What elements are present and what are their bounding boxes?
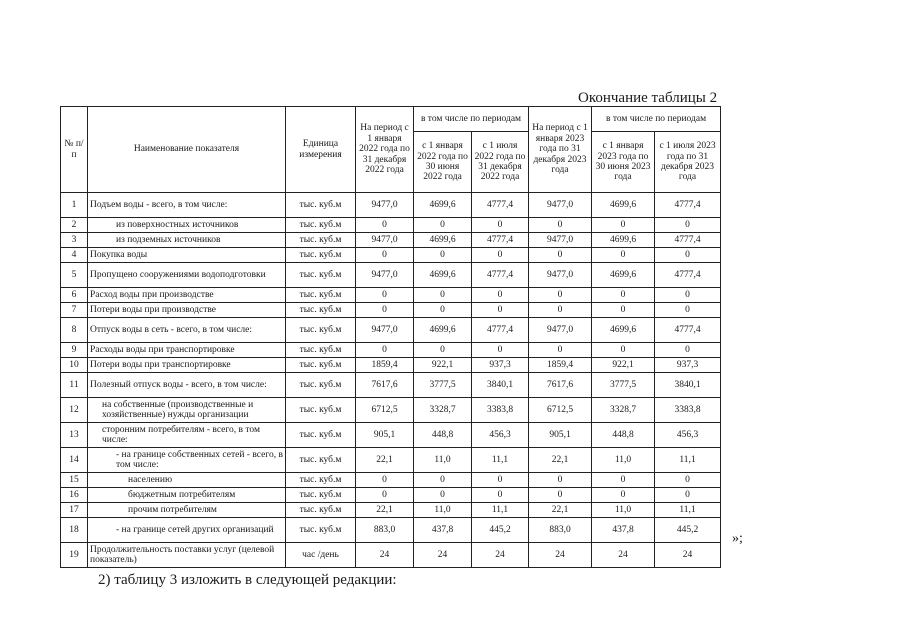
row-value: 4777,4	[472, 318, 529, 343]
row-value: 3777,5	[592, 373, 655, 398]
table-row	[61, 288, 721, 303]
row-value: 9477,0	[356, 193, 414, 218]
row-value: 9477,0	[529, 233, 592, 248]
row-name: Покупка воды	[88, 248, 286, 263]
table-row	[61, 398, 721, 423]
row-value: 0	[529, 303, 592, 318]
row-value: 9477,0	[529, 318, 592, 343]
row-value: 0	[592, 343, 655, 358]
row-name: Расходы воды при транспортировке	[88, 343, 286, 358]
row-value: 6712,5	[529, 398, 592, 423]
row-value: 0	[472, 218, 529, 233]
header-unit: Единица измерения	[286, 107, 356, 193]
header-2022-h1: с 1 января 2022 года по 30 июня 2022 года	[414, 132, 472, 193]
row-number: 4	[61, 248, 88, 263]
row-value: 937,3	[472, 358, 529, 373]
row-number: 3	[61, 233, 88, 248]
row-unit: тыс. куб.м	[286, 218, 356, 233]
row-number: 16	[61, 488, 88, 503]
row-value: 0	[529, 343, 592, 358]
row-value: 0	[655, 303, 721, 318]
row-value: 1859,4	[356, 358, 414, 373]
row-name: на собственные (производственные и хозяйственные) нужды организации	[88, 398, 286, 423]
row-number: 15	[61, 473, 88, 488]
table-row	[61, 423, 721, 448]
row-value: 7617,6	[529, 373, 592, 398]
row-unit: тыс. куб.м	[286, 503, 356, 518]
row-value: 4699,6	[592, 193, 655, 218]
row-value: 0	[414, 218, 472, 233]
row-value: 445,2	[655, 518, 721, 543]
row-value: 905,1	[356, 423, 414, 448]
row-value: 4777,4	[655, 318, 721, 343]
row-value: 0	[356, 473, 414, 488]
row-value: 0	[414, 343, 472, 358]
row-name: Потери воды при транспортировке	[88, 358, 286, 373]
header-sub-2022: в том числе по периодам	[414, 107, 529, 132]
row-unit: тыс. куб.м	[286, 373, 356, 398]
row-value: 0	[592, 488, 655, 503]
row-value: 937,3	[655, 358, 721, 373]
row-number: 17	[61, 503, 88, 518]
row-number: 2	[61, 218, 88, 233]
table-row	[61, 503, 721, 518]
header-no: № п/п	[61, 107, 88, 193]
row-unit: тыс. куб.м	[286, 473, 356, 488]
row-value: 24	[529, 543, 592, 568]
header-sub-2023: в том числе по периодам	[592, 107, 721, 132]
row-value: 4699,6	[414, 233, 472, 248]
row-value: 4699,6	[592, 263, 655, 288]
row-value: 437,8	[592, 518, 655, 543]
row-value: 437,8	[414, 518, 472, 543]
row-value: 0	[472, 488, 529, 503]
row-value: 24	[592, 543, 655, 568]
row-value: 4699,6	[592, 233, 655, 248]
row-value: 24	[472, 543, 529, 568]
row-value: 3383,8	[472, 398, 529, 423]
row-value: 9477,0	[356, 233, 414, 248]
row-number: 18	[61, 518, 88, 543]
row-value: 0	[592, 218, 655, 233]
row-value: 9477,0	[356, 263, 414, 288]
row-number: 19	[61, 543, 88, 568]
row-value: 0	[356, 218, 414, 233]
row-value: 9477,0	[529, 263, 592, 288]
row-value: 3777,5	[414, 373, 472, 398]
row-name: Подъем воды - всего, в том числе:	[88, 193, 286, 218]
row-value: 0	[592, 303, 655, 318]
table-row	[61, 473, 721, 488]
row-unit: тыс. куб.м	[286, 288, 356, 303]
row-value: 0	[414, 488, 472, 503]
row-value: 4777,4	[472, 193, 529, 218]
row-unit: тыс. куб.м	[286, 488, 356, 503]
row-value: 0	[592, 288, 655, 303]
row-value: 4777,4	[655, 233, 721, 248]
row-value: 24	[356, 543, 414, 568]
row-value: 3328,7	[592, 398, 655, 423]
row-value: 456,3	[472, 423, 529, 448]
row-value: 0	[529, 473, 592, 488]
row-unit: тыс. куб.м	[286, 398, 356, 423]
row-value: 4699,6	[592, 318, 655, 343]
row-value: 445,2	[472, 518, 529, 543]
row-value: 0	[356, 288, 414, 303]
row-value: 3840,1	[655, 373, 721, 398]
row-value: 0	[529, 248, 592, 263]
row-number: 6	[61, 288, 88, 303]
row-number: 7	[61, 303, 88, 318]
row-value: 22,1	[529, 503, 592, 518]
table-row	[61, 343, 721, 358]
row-value: 0	[592, 248, 655, 263]
row-name: - на границе сетей других организаций	[88, 518, 286, 543]
row-unit: тыс. куб.м	[286, 358, 356, 373]
table-row	[61, 543, 721, 568]
row-name: Отпуск воды в сеть - всего, в том числе:	[88, 318, 286, 343]
row-value: 4699,6	[414, 263, 472, 288]
indicators-table	[60, 106, 721, 568]
row-name: Потери воды при производстве	[88, 303, 286, 318]
row-value: 0	[655, 488, 721, 503]
row-value: 0	[414, 303, 472, 318]
header-period-2022: На период с 1 января 2022 года по 31 декабря 2022 года	[356, 107, 414, 193]
row-value: 11,0	[592, 448, 655, 473]
row-value: 4777,4	[655, 193, 721, 218]
row-value: 3383,8	[655, 398, 721, 423]
row-value: 3328,7	[414, 398, 472, 423]
row-value: 0	[655, 473, 721, 488]
table-row	[61, 358, 721, 373]
row-value: 0	[472, 473, 529, 488]
row-unit: тыс. куб.м	[286, 343, 356, 358]
header-2022-h2: с 1 июля 2022 года по 31 декабря 2022 года	[472, 132, 529, 193]
row-value: 3840,1	[472, 373, 529, 398]
table-row	[61, 318, 721, 343]
row-name: из подземных источников	[88, 233, 286, 248]
row-value: 0	[529, 488, 592, 503]
row-number: 14	[61, 448, 88, 473]
row-value: 448,8	[592, 423, 655, 448]
row-value: 883,0	[529, 518, 592, 543]
row-value: 24	[655, 543, 721, 568]
row-unit: тыс. куб.м	[286, 448, 356, 473]
row-unit: тыс. куб.м	[286, 318, 356, 343]
row-value: 922,1	[414, 358, 472, 373]
row-value: 11,0	[592, 503, 655, 518]
row-value: 22,1	[356, 448, 414, 473]
row-number: 11	[61, 373, 88, 398]
row-value: 0	[655, 248, 721, 263]
table-caption: Окончание таблицы 2	[578, 90, 718, 106]
row-value: 0	[414, 288, 472, 303]
table-row	[61, 248, 721, 263]
row-value: 11,1	[472, 503, 529, 518]
row-value: 22,1	[356, 503, 414, 518]
closing-quote: »;	[732, 531, 743, 546]
row-value: 24	[414, 543, 472, 568]
row-name: Расход воды при производстве	[88, 288, 286, 303]
table-row	[61, 518, 721, 543]
row-name: Продолжительность поставки услуг (целевой показатель)	[88, 543, 286, 568]
table-body	[61, 193, 721, 568]
table-row	[61, 488, 721, 503]
row-number: 10	[61, 358, 88, 373]
row-value: 11,1	[472, 448, 529, 473]
row-value: 448,8	[414, 423, 472, 448]
row-name: из поверхностных источников	[88, 218, 286, 233]
row-name: - на границе собственных сетей - всего, в том числе:	[88, 448, 286, 473]
row-value: 7617,6	[356, 373, 414, 398]
table-row	[61, 303, 721, 318]
row-value: 905,1	[529, 423, 592, 448]
row-value: 4699,6	[414, 193, 472, 218]
row-value: 0	[529, 218, 592, 233]
row-number: 5	[61, 263, 88, 288]
table-row	[61, 218, 721, 233]
row-value: 0	[472, 303, 529, 318]
row-value: 1859,4	[529, 358, 592, 373]
row-unit: час /день	[286, 543, 356, 568]
row-value: 0	[472, 248, 529, 263]
row-value: 0	[472, 288, 529, 303]
header-name: Наименование показателя	[88, 107, 286, 193]
header-period-2023: На период с 1 января 2023 года по 31 декабря 2023 года	[529, 107, 592, 193]
row-value: 6712,5	[356, 398, 414, 423]
row-unit: тыс. куб.м	[286, 263, 356, 288]
row-value: 22,1	[529, 448, 592, 473]
row-value: 0	[414, 248, 472, 263]
row-name: сторонним потребителям - всего, в том числе:	[88, 423, 286, 448]
next-item-text: 2) таблицу 3 изложить в следующей редакции:	[98, 572, 397, 588]
row-name: Пропущено сооружениями водоподготовки	[88, 263, 286, 288]
row-value: 0	[356, 303, 414, 318]
header-2023-h2: с 1 июля 2023 года по 31 декабря 2023 года	[655, 132, 721, 193]
row-number: 9	[61, 343, 88, 358]
row-value: 4777,4	[472, 233, 529, 248]
row-name: населению	[88, 473, 286, 488]
header-2023-h1: с 1 января 2023 года по 30 июня 2023 года	[592, 132, 655, 193]
row-number: 12	[61, 398, 88, 423]
table-row	[61, 263, 721, 288]
row-value: 0	[356, 488, 414, 503]
row-value: 0	[414, 473, 472, 488]
row-unit: тыс. куб.м	[286, 518, 356, 543]
row-value: 11,1	[655, 448, 721, 473]
row-value: 0	[592, 473, 655, 488]
row-value: 4777,4	[655, 263, 721, 288]
row-value: 0	[655, 288, 721, 303]
table-row	[61, 233, 721, 248]
row-value: 11,1	[655, 503, 721, 518]
row-value: 0	[655, 218, 721, 233]
row-unit: тыс. куб.м	[286, 193, 356, 218]
table-row	[61, 373, 721, 398]
row-value: 456,3	[655, 423, 721, 448]
table-row	[61, 193, 721, 218]
row-value: 922,1	[592, 358, 655, 373]
row-value: 0	[655, 343, 721, 358]
row-value: 0	[356, 343, 414, 358]
row-value: 4699,6	[414, 318, 472, 343]
row-value: 9477,0	[529, 193, 592, 218]
row-number: 8	[61, 318, 88, 343]
row-name: прочим потребителям	[88, 503, 286, 518]
row-value: 11,0	[414, 448, 472, 473]
row-value: 883,0	[356, 518, 414, 543]
row-value: 0	[356, 248, 414, 263]
table-row	[61, 448, 721, 473]
row-value: 0	[472, 343, 529, 358]
row-unit: тыс. куб.м	[286, 248, 356, 263]
row-value: 9477,0	[356, 318, 414, 343]
row-unit: тыс. куб.м	[286, 303, 356, 318]
row-value: 11,0	[414, 503, 472, 518]
header-row-1	[61, 107, 721, 132]
row-unit: тыс. куб.м	[286, 423, 356, 448]
row-number: 1	[61, 193, 88, 218]
row-unit: тыс. куб.м	[286, 233, 356, 248]
row-value: 4777,4	[472, 263, 529, 288]
row-value: 0	[529, 288, 592, 303]
row-name: бюджетным потребителям	[88, 488, 286, 503]
row-name: Полезный отпуск воды - всего, в том числе:	[88, 373, 286, 398]
row-number: 13	[61, 423, 88, 448]
